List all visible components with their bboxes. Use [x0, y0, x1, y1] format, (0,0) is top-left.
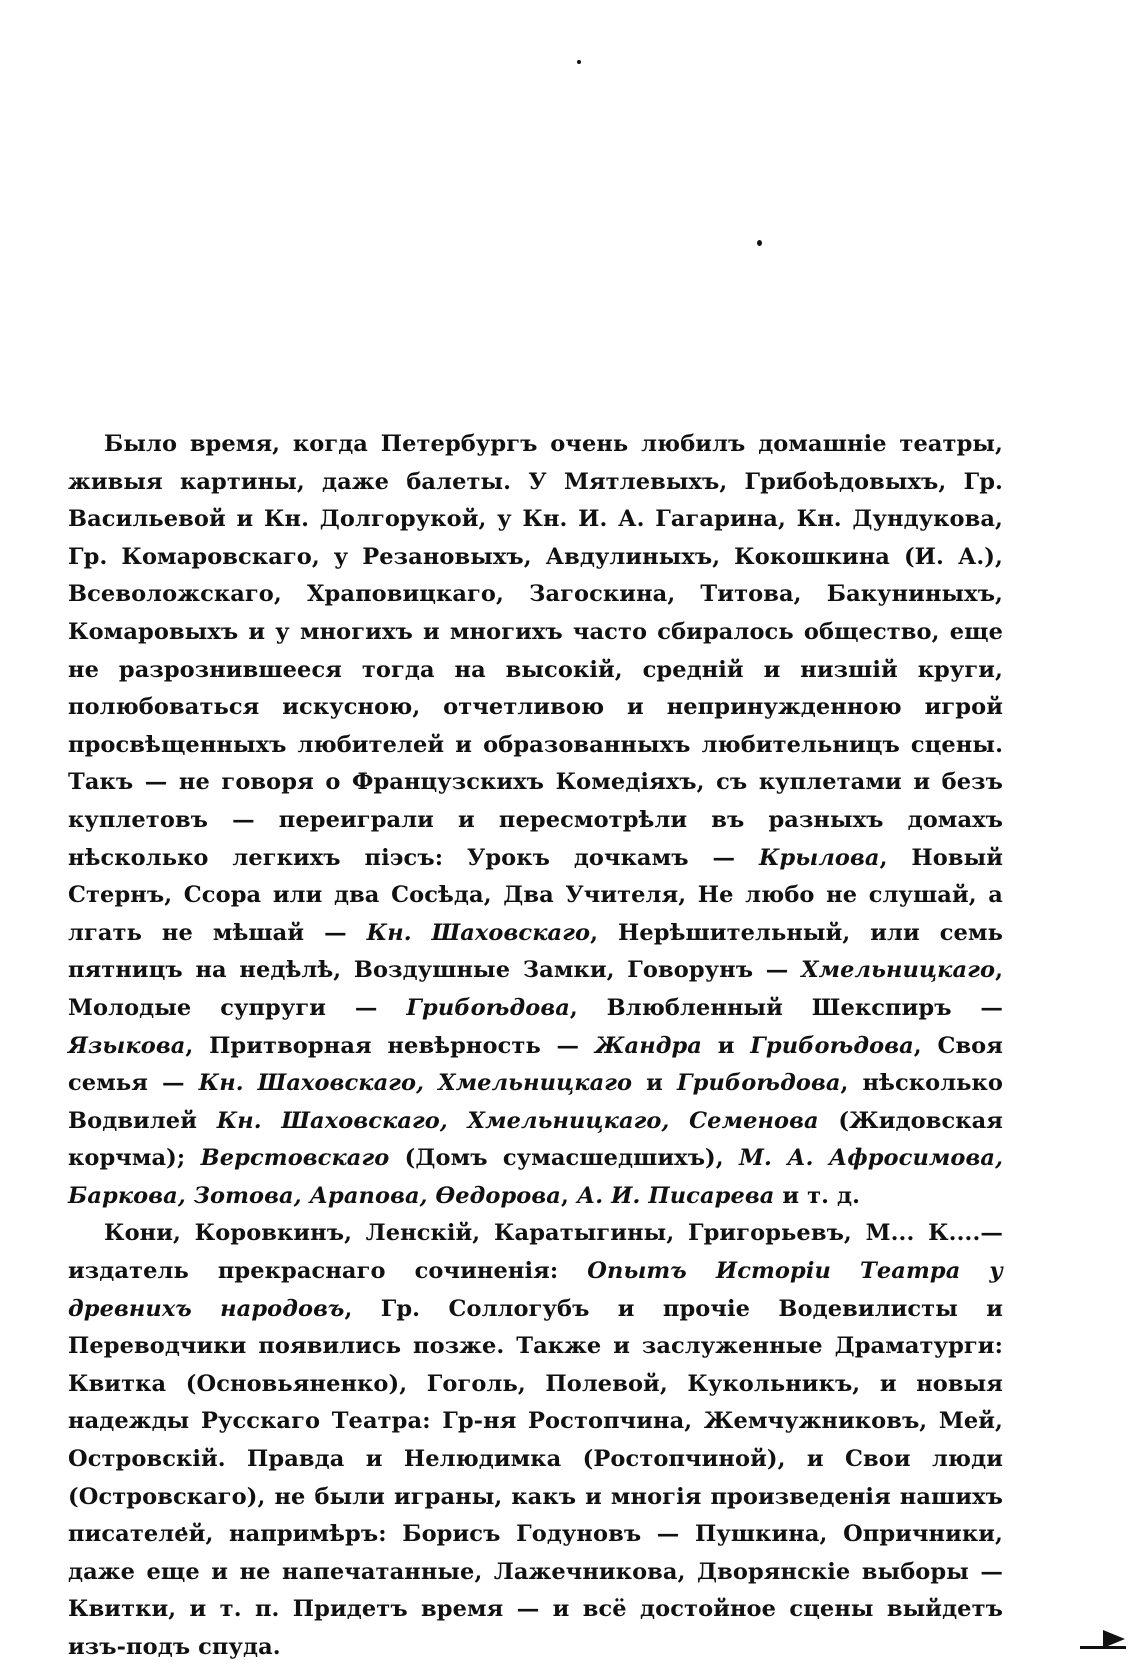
text-segment: Было время, когда Петербургъ очень любилъ домашніе театры, живыя картины, даже балеты. У Мятлевыхъ, Грибоѣдовыхъ, Гр. Васильевой и Кн. Долгорукой, у Кн. И. А. Гагарина, Кн. Дундукова, Гр. Комаровскаго, у Резановыхъ, Авдулиныхъ, Кокошкина (И. А.), Всеволожскаго, Храповицкаго, Загоскина, Титова, Бакуниныхъ, Комаровыхъ и у многихъ и многихъ часто сбиралось общество, еще не разрознившееся тогда на высокій, средній и низшій круги, полюбоваться искусною, отчетливою и непринужденною игрой просвѣщенныхъ любителей и образованныхъ любительницъ сцены. Такъ — не говоря о Французскихъ Комедіяхъ, съ куплетами и безъ куплетовъ — переиграли и пересмотрѣли въ разныхъ домахъ нѣсколько легкихъ піэсъ: Урокъ дочкамъ —	[68, 431, 1003, 871]
text-segment: и	[632, 1070, 677, 1097]
italic-text-segment: Опытъ Исторіи Театра у древнихъ народовъ	[68, 1258, 1003, 1322]
print-speck	[577, 60, 581, 64]
italic-text-segment: А. И. Писарева	[576, 1182, 775, 1209]
italic-text-segment: Грибоѣдова	[750, 1032, 914, 1059]
text-segment: (Жидовская корчма);	[68, 1107, 1003, 1172]
text-segment: и т. д.	[774, 1182, 861, 1209]
body-text	[68, 426, 1003, 1667]
text-segment: (Домъ сумасшедшихъ),	[389, 1145, 740, 1172]
text-segment: и	[701, 1032, 751, 1059]
italic-text-segment: Верстовскаго	[200, 1145, 390, 1172]
page-turn-arrow-icon	[1103, 1630, 1125, 1648]
italic-text-segment: Грибоѣдова	[676, 1070, 841, 1097]
italic-text-segment: Кн. Шаховскаго	[366, 919, 591, 946]
text-segment: , Влюбленный Шекспиръ —	[569, 994, 1003, 1021]
print-speck	[757, 240, 762, 246]
italic-text-segment: Крылова	[758, 844, 880, 871]
italic-text-segment: Хмельницкаго	[801, 957, 996, 984]
italic-text-segment: М. А. Афросимова, Баркова, Зотова, Арапова, Ѳедорова	[68, 1145, 1004, 1209]
italic-text-segment: Языкова	[68, 1032, 186, 1059]
text-segment: , Новый Стернъ, Ссора или два Сосѣда, Два Учителя, Не любо не слушай, а лгать не мѣшай —	[68, 844, 1004, 946]
text-segment: , Своя семья —	[68, 1032, 1004, 1097]
text-segment: Кони, Коровкинъ, Ленскій, Каратыгины, Григорьевъ, М... К....—издатель прекраснаго сочиненія:	[68, 1220, 1003, 1285]
italic-text-segment: Кн. Шаховскаго, Хмельницкаго	[198, 1070, 633, 1097]
paragraph	[68, 426, 1003, 1215]
italic-text-segment: Кн. Шаховскаго, Хмельницкаго, Семенова	[216, 1107, 819, 1134]
italic-text-segment: Жандра	[594, 1032, 702, 1059]
text-segment: ,	[560, 1182, 577, 1209]
text-segment: , нѣсколько Водвилей	[68, 1070, 1004, 1134]
text-segment: , Молодые супруги —	[68, 957, 1003, 1021]
text-segment: , Притворная невѣрность —	[185, 1032, 595, 1059]
text-segment: , Нерѣшительный, или семь пятницъ на недѣлѣ, Воздушные Замки, Говорунъ —	[68, 919, 1003, 984]
italic-text-segment: Грибоѣдова	[406, 994, 570, 1021]
text-segment: , Гр. Соллогубъ и прочіе Водевилисты и Переводчики появились позже. Также и заслуженные Драматурги: Квитка (Основьяненко), Гоголь, Полевой, Кукольникъ, и новыя надежды Русскаго Театра: Гр-ня Ростопчина, Жемчужниковъ, Мей, Островскій. Правда и Нелюдимка (Ростопчиной), и Свои люди (Островскаго), не были играны, какъ и многія произведенія нашихъ писателей, напримѣръ: Борисъ Годуновъ — Пушкина, Опричники, даже еще и не напечатанные, Лажечникова, Дворянскіе выборы — Квитки, и т. п. Придетъ время — и всё достойное сцены выйдетъ изъ-подъ спуда.	[68, 1295, 1004, 1660]
paragraph	[68, 1215, 1003, 1666]
